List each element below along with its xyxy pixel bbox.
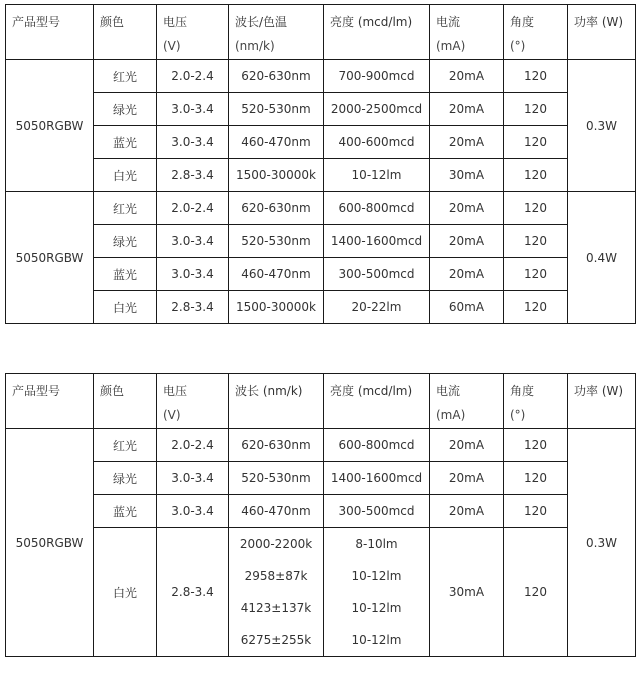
wavelength-line: 2000-2200k [239, 537, 313, 551]
brightness-cell: 300-500mcd [324, 258, 430, 291]
table-row [6, 60, 636, 93]
wavelength-cell: 520-530nm [229, 462, 324, 495]
angle-cell: 120 [504, 462, 568, 495]
brightness-cell: 1400-1600mcd [324, 462, 430, 495]
current-cell: 60mA [430, 291, 504, 324]
angle-cell: 120 [504, 225, 568, 258]
voltage-cell: 3.0-3.4 [157, 495, 229, 528]
header-wavelength: 波长/色温 (nm/k) [229, 5, 324, 60]
table-row [6, 258, 636, 291]
current-cell: 20mA [430, 258, 504, 291]
wavelength-cell: 1500-30000k [229, 159, 324, 192]
wavelength-line: 2958±87k [244, 569, 308, 583]
angle-cell: 120 [504, 258, 568, 291]
angle-cell: 120 [504, 93, 568, 126]
current-cell: 20mA [430, 126, 504, 159]
table-row [6, 225, 636, 258]
voltage-cell: 2.8-3.4 [157, 159, 229, 192]
angle-cell: 120 [504, 126, 568, 159]
brightness-cell: 600-800mcd [324, 429, 430, 462]
color-cell: 白光 [94, 159, 157, 192]
color-cell: 绿光 [94, 93, 157, 126]
wavelength-cell: 460-470nm [229, 126, 324, 159]
color-cell: 白光 [94, 528, 157, 657]
header-color: 颜色 [94, 5, 157, 60]
voltage-cell: 2.8-3.4 [157, 291, 229, 324]
table-row [6, 528, 636, 657]
current-cell: 20mA [430, 429, 504, 462]
color-cell: 蓝光 [94, 495, 157, 528]
wavelength-cell: 460-470nm [229, 258, 324, 291]
brightness-cell: 20-22lm [324, 291, 430, 324]
led-spec-table-1 [5, 4, 636, 324]
brightness-cell [324, 528, 430, 657]
voltage-cell: 2.8-3.4 [157, 528, 229, 657]
model-cell: 5050RGBW [6, 192, 94, 324]
color-cell: 红光 [94, 60, 157, 93]
header-brightness: 亮度 (mcd/lm) [324, 374, 430, 429]
brightness-line: 10-12lm [351, 633, 402, 647]
brightness-cell: 2000-2500mcd [324, 93, 430, 126]
header-row [6, 374, 636, 429]
brightness-cell: 300-500mcd [324, 495, 430, 528]
angle-cell: 120 [504, 159, 568, 192]
header-current: 电流 (mA) [430, 5, 504, 60]
wavelength-cell: 620-630nm [229, 429, 324, 462]
model-cell: 5050RGBW [6, 60, 94, 192]
current-cell: 30mA [430, 528, 504, 657]
color-cell: 红光 [94, 429, 157, 462]
voltage-cell: 3.0-3.4 [157, 93, 229, 126]
current-cell: 30mA [430, 159, 504, 192]
current-cell: 20mA [430, 462, 504, 495]
header-row [6, 5, 636, 60]
header-wavelength: 波长 (nm/k) [229, 374, 324, 429]
angle-cell: 120 [504, 60, 568, 93]
table-row [6, 126, 636, 159]
wavelength-cell: 620-630nm [229, 192, 324, 225]
header-power: 功率 (W) [568, 5, 636, 60]
table-row [6, 495, 636, 528]
color-cell: 白光 [94, 291, 157, 324]
header-voltage: 电压 (V) [157, 5, 229, 60]
header-voltage: 电压 (V) [157, 374, 229, 429]
power-cell: 0.4W [568, 192, 636, 324]
current-cell: 20mA [430, 93, 504, 126]
brightness-cell: 1400-1600mcd [324, 225, 430, 258]
wavelength-cell: 520-530nm [229, 225, 324, 258]
angle-cell: 120 [504, 192, 568, 225]
current-cell: 20mA [430, 60, 504, 93]
table-row [6, 192, 636, 225]
voltage-cell: 3.0-3.4 [157, 258, 229, 291]
header-current: 电流 (mA) [430, 374, 504, 429]
brightness-cell: 600-800mcd [324, 192, 430, 225]
current-cell: 20mA [430, 192, 504, 225]
voltage-cell: 2.0-2.4 [157, 429, 229, 462]
wavelength-line: 6275±255k [240, 633, 312, 647]
table-row [6, 159, 636, 192]
wavelength-cell: 620-630nm [229, 60, 324, 93]
brightness-line: 8-10lm [355, 537, 398, 551]
header-model: 产品型号 [6, 374, 94, 429]
angle-cell: 120 [504, 495, 568, 528]
wavelength-cell [229, 528, 324, 657]
voltage-cell: 3.0-3.4 [157, 462, 229, 495]
angle-cell: 120 [504, 291, 568, 324]
brightness-line: 10-12lm [351, 601, 402, 615]
header-power: 功率 (W) [568, 374, 636, 429]
model-cell: 5050RGBW [6, 429, 94, 657]
power-cell: 0.3W [568, 429, 636, 657]
angle-cell: 120 [504, 429, 568, 462]
header-model: 产品型号 [6, 5, 94, 60]
header-brightness: 亮度 (mcd/lm) [324, 5, 430, 60]
header-angle: 角度 (°) [504, 5, 568, 60]
color-cell: 绿光 [94, 462, 157, 495]
power-cell: 0.3W [568, 60, 636, 192]
wavelength-cell: 520-530nm [229, 93, 324, 126]
wavelength-cell: 1500-30000k [229, 291, 324, 324]
table-row [6, 291, 636, 324]
brightness-cell: 400-600mcd [324, 126, 430, 159]
current-cell: 20mA [430, 495, 504, 528]
color-cell: 绿光 [94, 225, 157, 258]
color-cell: 蓝光 [94, 126, 157, 159]
table-row [6, 462, 636, 495]
table-row [6, 93, 636, 126]
current-cell: 20mA [430, 225, 504, 258]
header-angle: 角度 (°) [504, 374, 568, 429]
wavelength-cell: 460-470nm [229, 495, 324, 528]
voltage-cell: 2.0-2.4 [157, 60, 229, 93]
header-color: 颜色 [94, 374, 157, 429]
voltage-cell: 2.0-2.4 [157, 192, 229, 225]
angle-cell: 120 [504, 528, 568, 657]
brightness-cell: 700-900mcd [324, 60, 430, 93]
wavelength-line: 4123±137k [240, 601, 312, 615]
voltage-cell: 3.0-3.4 [157, 126, 229, 159]
color-cell: 蓝光 [94, 258, 157, 291]
voltage-cell: 3.0-3.4 [157, 225, 229, 258]
brightness-cell: 10-12lm [324, 159, 430, 192]
brightness-line: 10-12lm [351, 569, 402, 583]
led-spec-table-2 [5, 373, 636, 657]
table-row [6, 429, 636, 462]
color-cell: 红光 [94, 192, 157, 225]
